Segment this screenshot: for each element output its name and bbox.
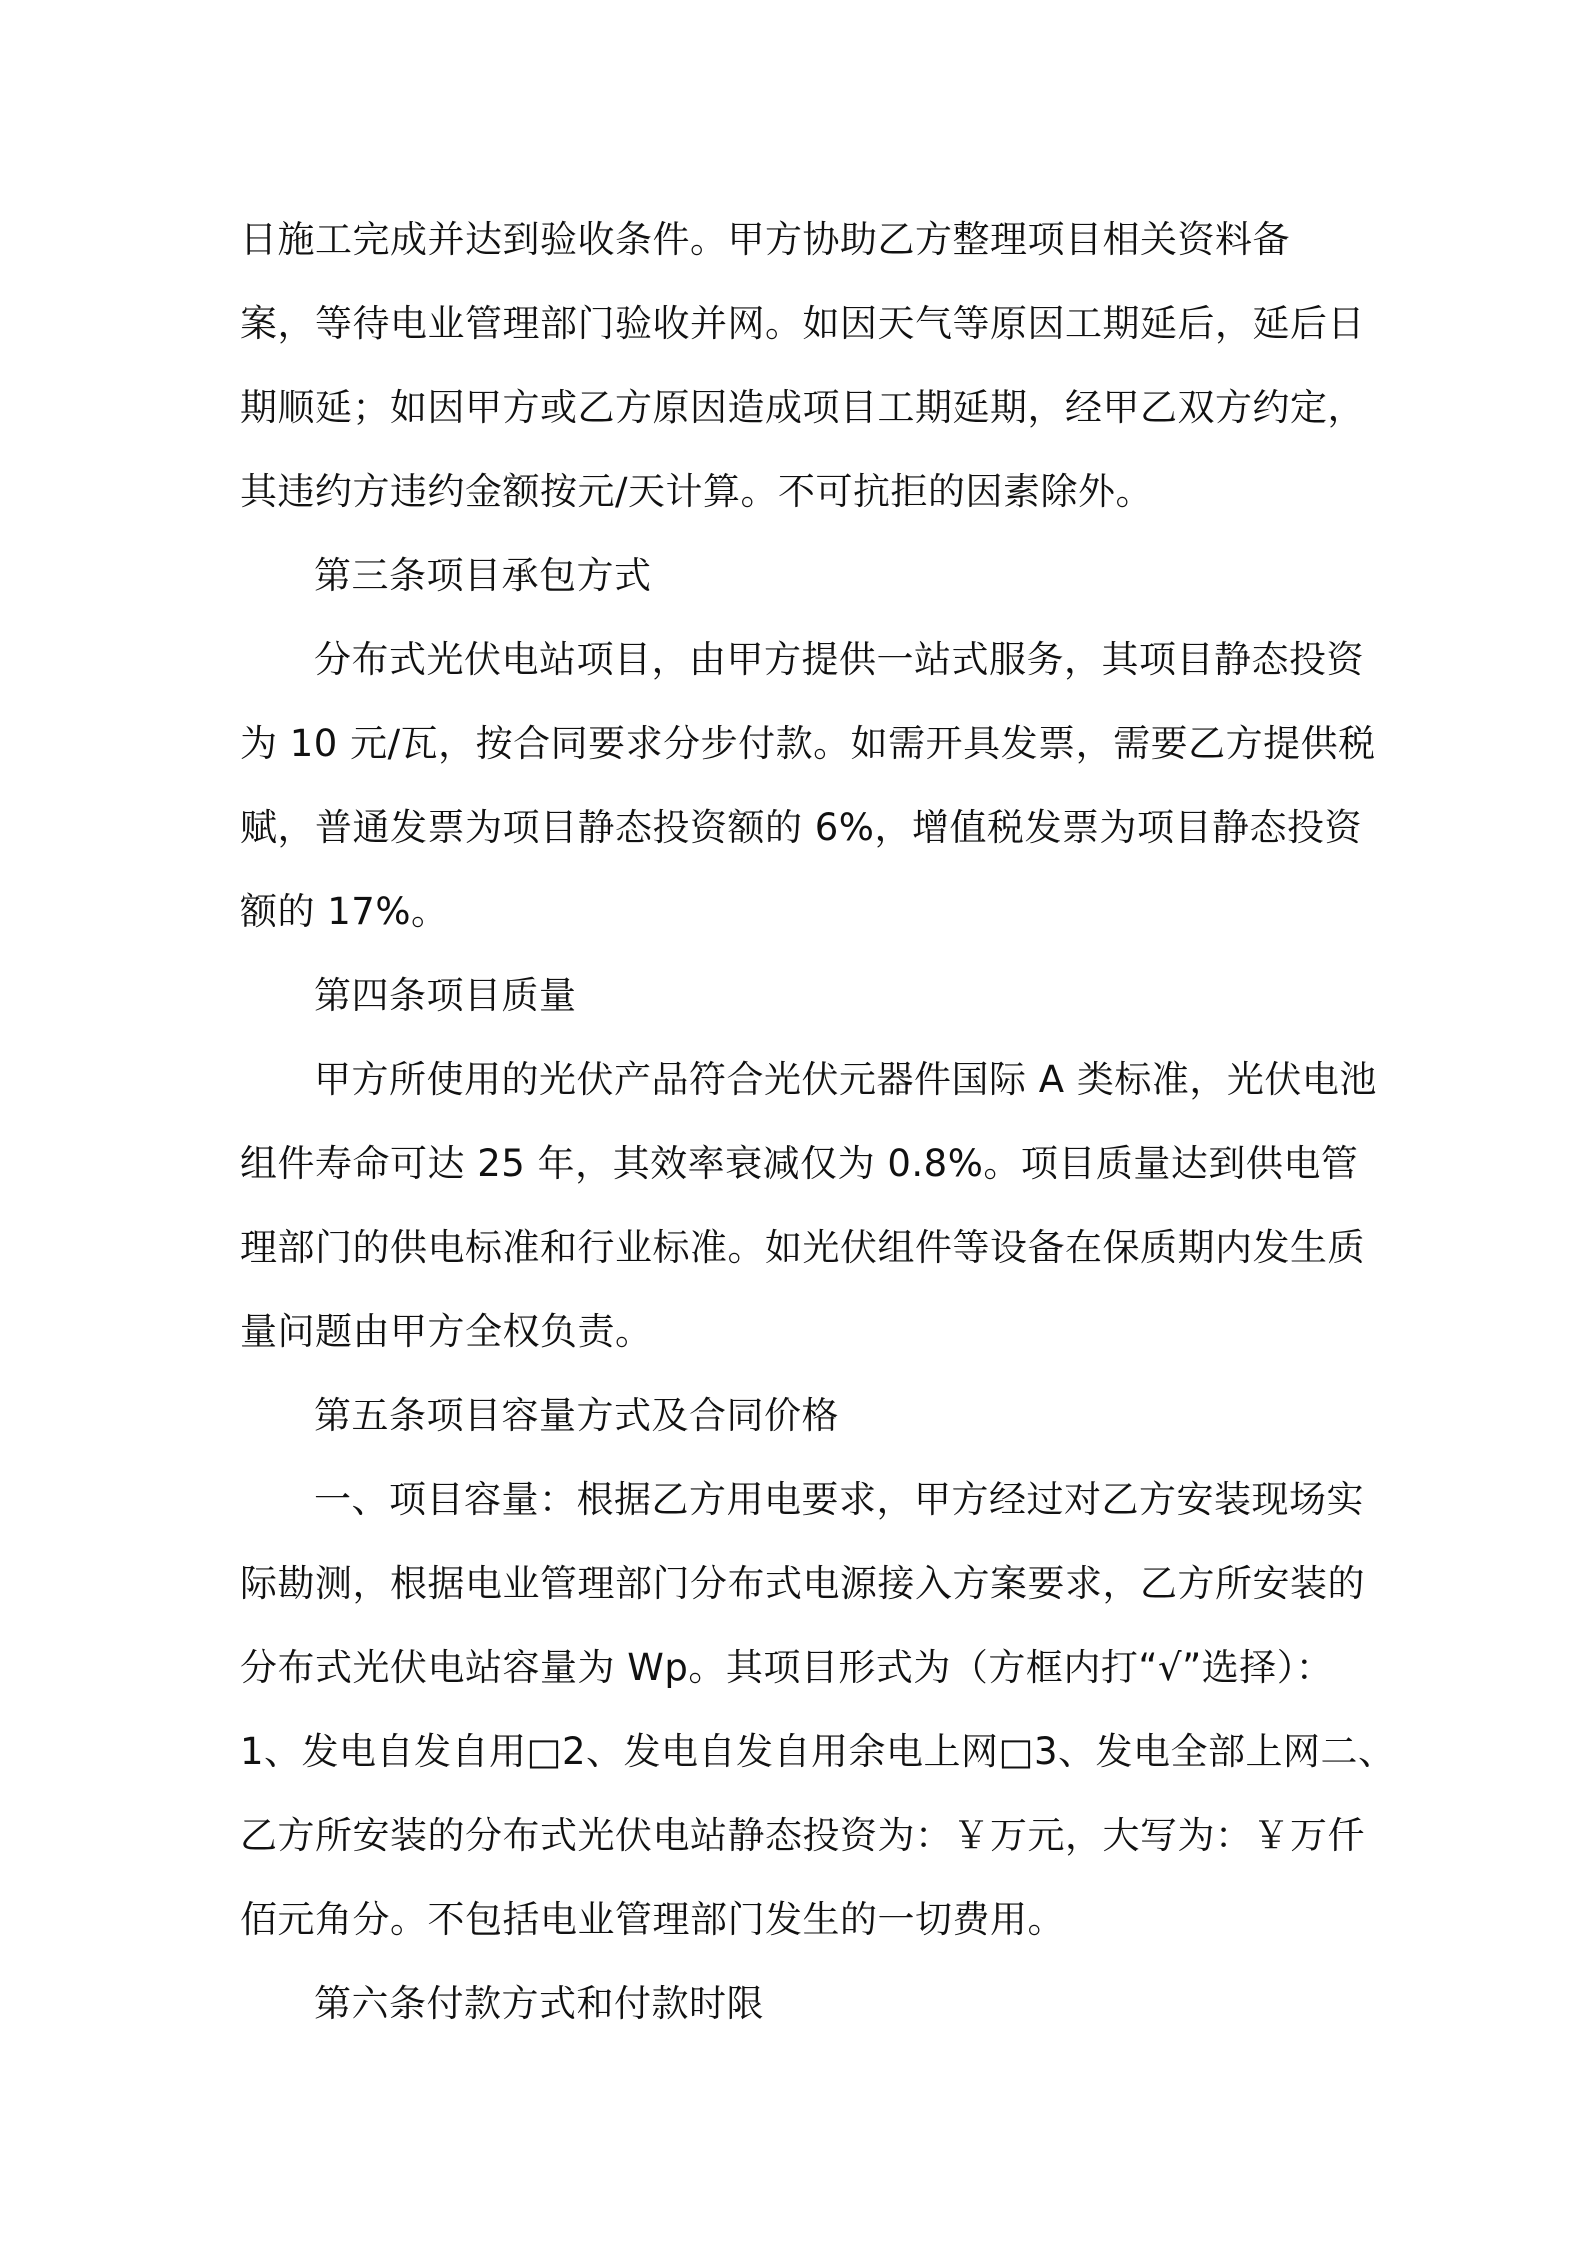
- text-line: 量问题由甲方全权负责。: [240, 1310, 653, 1353]
- text-line: 赋，普通发票为项目静态投资额的 6%，增值税发票为项目静态投资: [240, 806, 1362, 849]
- section-heading-article-3: 第三条项目承包方式: [314, 554, 652, 597]
- text-line: 其违约方违约金额按元/天计算。不可抗拒的因素除外。: [240, 470, 1153, 513]
- section-heading-article-4: 第四条项目质量: [314, 974, 577, 1017]
- text-line: 案，等待电业管理部门验收并网。如因天气等原因工期延后，延后日: [240, 302, 1365, 345]
- paragraph-capacity-and-price: [240, 1458, 1396, 1962]
- text-line: 一、项目容量：根据乙方用电要求，甲方经过对乙方安装现场实: [314, 1478, 1364, 1521]
- section-heading-article-6: 第六条付款方式和付款时限: [314, 1982, 764, 2025]
- text-line: 分布式光伏电站容量为 Wp。其项目形式为（方框内打“√”选择）：: [240, 1646, 1334, 1689]
- text-line: 甲方所使用的光伏产品符合光伏元器件国际 A 类标准，光伏电池: [314, 1058, 1377, 1101]
- text-line: 理部门的供电标准和行业标准。如光伏组件等设备在保质期内发生质: [240, 1226, 1365, 1269]
- text-line: 日施工完成并达到验收条件。甲方协助乙方整理项目相关资料备: [240, 218, 1290, 261]
- paragraph-construction-schedule: [240, 198, 1365, 534]
- section-heading-article-5: 第五条项目容量方式及合同价格: [314, 1394, 839, 1437]
- text-line: 组件寿命可达 25 年，其效率衰减仅为 0.8%。项目质量达到供电管: [240, 1142, 1359, 1185]
- text-line: 额的 17%。: [240, 890, 449, 933]
- text-line: 期顺延；如因甲方或乙方原因造成项目工期延期，经甲乙双方约定，: [240, 386, 1365, 429]
- document-body: [240, 198, 1396, 2046]
- paragraph-contract-method: [240, 618, 1376, 954]
- text-line: 际勘测，根据电业管理部门分布式电源接入方案要求，乙方所安装的: [240, 1562, 1365, 1605]
- text-line: 1、发电自发自用□2、发电自发自用余电上网□3、发电全部上网二、: [240, 1730, 1396, 1773]
- text-line: 乙方所安装的分布式光伏电站静态投资为：￥万元，大写为：￥万仟: [240, 1814, 1365, 1857]
- text-line: 为 10 元/瓦，按合同要求分步付款。如需开具发票，需要乙方提供税: [240, 722, 1376, 765]
- paragraph-project-quality: [240, 1038, 1377, 1374]
- text-line: 佰元角分。不包括电业管理部门发生的一切费用。: [240, 1898, 1065, 1941]
- text-line: 分布式光伏电站项目，由甲方提供一站式服务，其项目静态投资: [314, 638, 1364, 681]
